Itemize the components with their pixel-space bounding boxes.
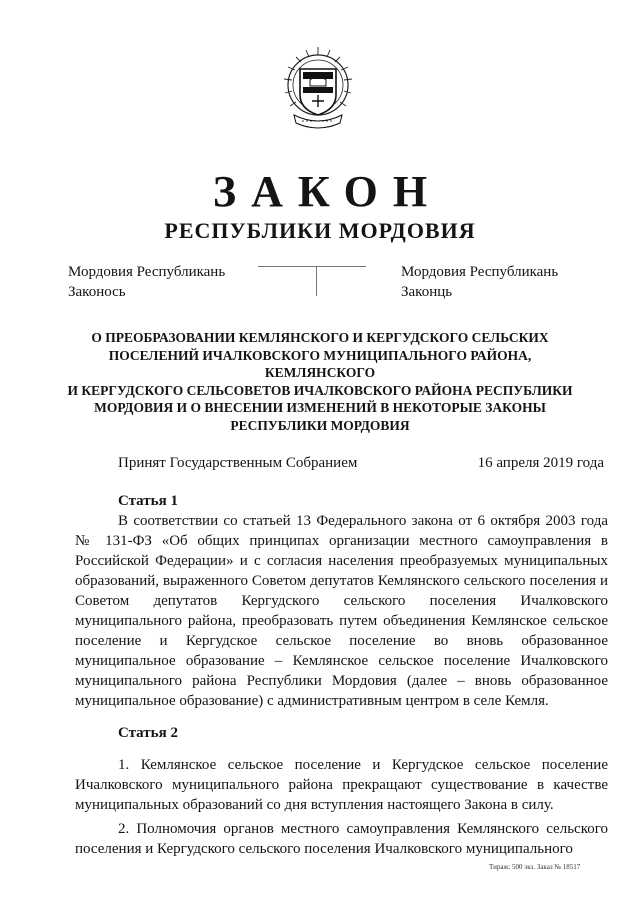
law-title-line: О ПРЕОБРАЗОВАНИИ КЕМЛЯНСКОГО И КЕРГУДСКОГО СЕЛЬСКИХ [91, 330, 549, 345]
article-heading: Статья 1 [118, 493, 178, 509]
print-info: Тираж: 500 экз. Заказ № 18517 [489, 863, 581, 871]
header-divider [258, 266, 366, 267]
document-subtitle: РЕСПУБЛИКИ МОРДОВИЯ [164, 218, 476, 243]
header-right-line: Законць [401, 284, 453, 300]
law-title-line: РЕСПУБЛИКИ МОРДОВИЯ [230, 417, 410, 433]
header-divider [316, 266, 317, 296]
article-1 [75, 491, 608, 711]
adopted-by-text: Принят Государственным Собранием [118, 455, 358, 471]
law-title [62, 329, 578, 434]
article-paragraph: В соответствии со статьей 13 Федерального закона от 6 октября 2003 года № 131-ФЗ «Об общих принципах организации местного самоуправления в Российской Федерации» и с согласия населения преобразуемых муниципальных образований, выраженного Советом депутатов Кемлянского сельского поселения и Советом депутатов Кергудского сельского поселения Ичалковского муниципального района, преобразовать путем объединения Кемлянское сельское поселение и Кергудское сельское поселение во вновь образованное муниципальное образование – Кемлянское сельское поселение Ичалковского муниципального района Республики Мордовия (далее – вновь образованное муниципальное образование) с административным центром в селе Кемля. [75, 513, 608, 709]
article-heading: Статья 2 [118, 725, 178, 741]
law-title-line: МОРДОВИЯ И О ВНЕСЕНИИ ИЗМЕНЕНИЙ В НЕКОТОРЫЕ ЗАКОНЫ [94, 400, 546, 415]
header-left-line: Мордовия Республикань [68, 264, 226, 280]
article-2 [75, 723, 608, 859]
article-paragraph: 1. Кемлянское сельское поселение и Кергудское сельское поселение Ичалковского муниципального района прекращают существование в качестве муниципальных образований со дня вступления настоящего Закона в силу. [75, 757, 608, 813]
header-left-block [68, 262, 225, 302]
header-left-line: Законось [68, 284, 126, 300]
article-paragraph: 2. Полномочия органов местного самоуправления Кемлянского сельского поселения и Кергудского сельского поселения Ичалковского муниципального [75, 821, 608, 857]
law-title-line: И КЕРГУДСКОГО СЕЛЬСОВЕТОВ ИЧАЛКОВСКОГО РАЙОНА РЕСПУБЛИКИ [67, 382, 573, 398]
document-title: ЗАКОН [212, 167, 443, 216]
header-right-block [401, 262, 558, 302]
adopted-date: 16 апреля 2019 года [477, 455, 604, 471]
header-right-line: Мордовия Республикань [401, 264, 559, 280]
mordovia-coat-of-arms-icon [276, 43, 360, 135]
law-title-line: ПОСЕЛЕНИЙ ИЧАЛКОВСКОГО МУНИЦИПАЛЬНОГО РАЙОНА, КЕМЛЯНСКОГО [108, 347, 532, 380]
